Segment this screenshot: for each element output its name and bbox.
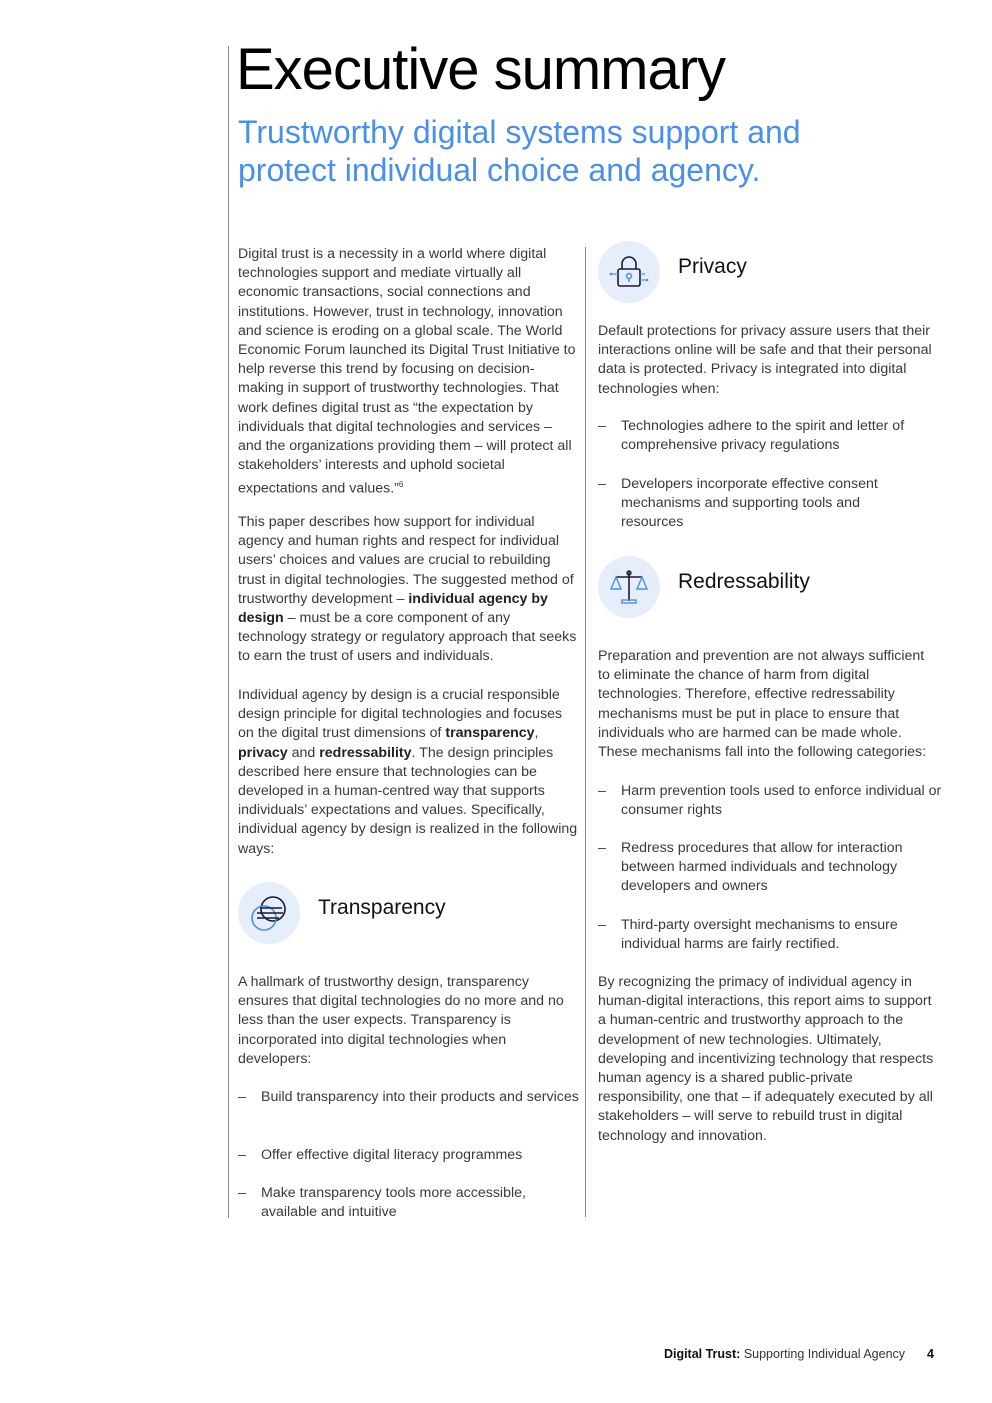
privacy-icon-badge — [598, 241, 660, 303]
conclusion-paragraph: By recognizing the primacy of individual agency in human-digital interactions, this report aims to support a human-centric and trustworthy approach to the development of new technologies. Ultimately, developing and incentivizing technology that respects human agency is a shared public-private responsibility, one that – if adequately executed by all stakeholders – will serve to rebuild trust in digital technology and innovation. — [598, 974, 934, 1144]
redressability-bullet-3: – Third-party oversight mechanisms to ensure individual harms are fairly rectified. — [598, 917, 898, 953]
transparency-body: A hallmark of trustworthy design, transparency ensures that digital technologies do no more and no less than the user expects. Transparency is incorporated into digital technologies when developers: — [238, 974, 564, 1067]
privacy-bullet-2: – Developers incorporate effective consent mechanisms and supporting tools and resources — [598, 476, 878, 531]
redressability-body: Preparation and prevention are not always sufficient to eliminate the chance of harm from digital technologies. Therefore, effective redressability mechanisms must be put in place to ensure that individuals who are harmed can be made whole. These mechanisms fall into the following categories: — [598, 648, 927, 761]
page-subtitle: Trustworthy digital systems support and protect individual choice and agency. — [238, 114, 801, 188]
scales-icon — [609, 567, 649, 607]
page-number: 4 — [927, 1347, 934, 1361]
transparency-bullet-3: – Make transparency tools more accessible, available and intuitive — [238, 1185, 526, 1221]
redressability-icon-badge — [598, 556, 660, 618]
padlock-circuit-icon — [609, 252, 649, 292]
footnote-marker: 6 — [398, 480, 404, 490]
footer-report-name: Digital Trust: — [663, 1347, 741, 1361]
transparency-title: Transparency — [318, 896, 446, 919]
redressability-title: Redressability — [678, 570, 810, 593]
privacy-title: Privacy — [678, 255, 747, 278]
transparency-heading — [238, 882, 578, 946]
footer-report-subtitle: Supporting Individual Agency — [740, 1347, 906, 1361]
page-title: Executive summary — [236, 37, 726, 102]
redressability-bullet-2: – Redress procedures that allow for interaction between harmed individuals and technology developers and owners — [598, 840, 903, 895]
overlapping-circles-icon — [249, 893, 289, 933]
intro-paragraph-1: Digital trust is a necessity in a world where digital technologies support and mediate virtually all economic transactions, social connections and institutions. However, trust in technology, innovation and science is eroding on a global scale. The World Economic Forum launched its Digital Trust Initiative to help reverse this trend by focusing on decision-making in support of trustworthy technologies. That work defines digital trust as “the expectation by individuals that digital technologies and services – and the organizations providing them – will protect all stakeholders’ interests and uphold societal expectations and values.”$^6$ — [238, 246, 576, 498]
transparency-icon-badge — [238, 882, 300, 944]
privacy-body: Default protections for privacy assure users that their interactions online will be safe and that their personal data is protected. Privacy is integrated into digital technologies when: — [598, 323, 932, 397]
page-footer — [664, 1347, 934, 1361]
intro-paragraph-3: Individual agency by design is a crucial responsible design principle for digital technologies and focuses on the digital trust dimensions of transparency, privacy and redressability. The design principles described here ensure that technologies can be developed in a human-centred way that supports individuals’ expectations and values. Specifically, individual agency by design is realized in the following ways: — [238, 687, 578, 857]
intro-paragraph-2: This paper describes how support for individual agency and human rights and respect for individual users’ choices and values are crucial to rebuilding trust in digital technologies. The suggested method of trustworthy development – individual agency by design – must be a core component of any technology strategy or regulatory approach that seeks to earn the trust of users and individuals. — [238, 514, 577, 665]
left-vertical-rule — [228, 46, 229, 1218]
privacy-bullet-1: – Technologies adhere to the spirit and letter of comprehensive privacy regulations — [598, 418, 905, 454]
privacy-heading — [598, 241, 938, 305]
column-divider-rule — [585, 247, 586, 1217]
transparency-bullet-1: – Build transparency into their products and services — [238, 1089, 579, 1105]
redressability-heading — [598, 556, 938, 620]
redressability-bullet-1: – Harm prevention tools used to enforce individual or consumer rights — [598, 783, 942, 819]
transparency-bullet-2: – Offer effective digital literacy programmes — [238, 1147, 523, 1163]
